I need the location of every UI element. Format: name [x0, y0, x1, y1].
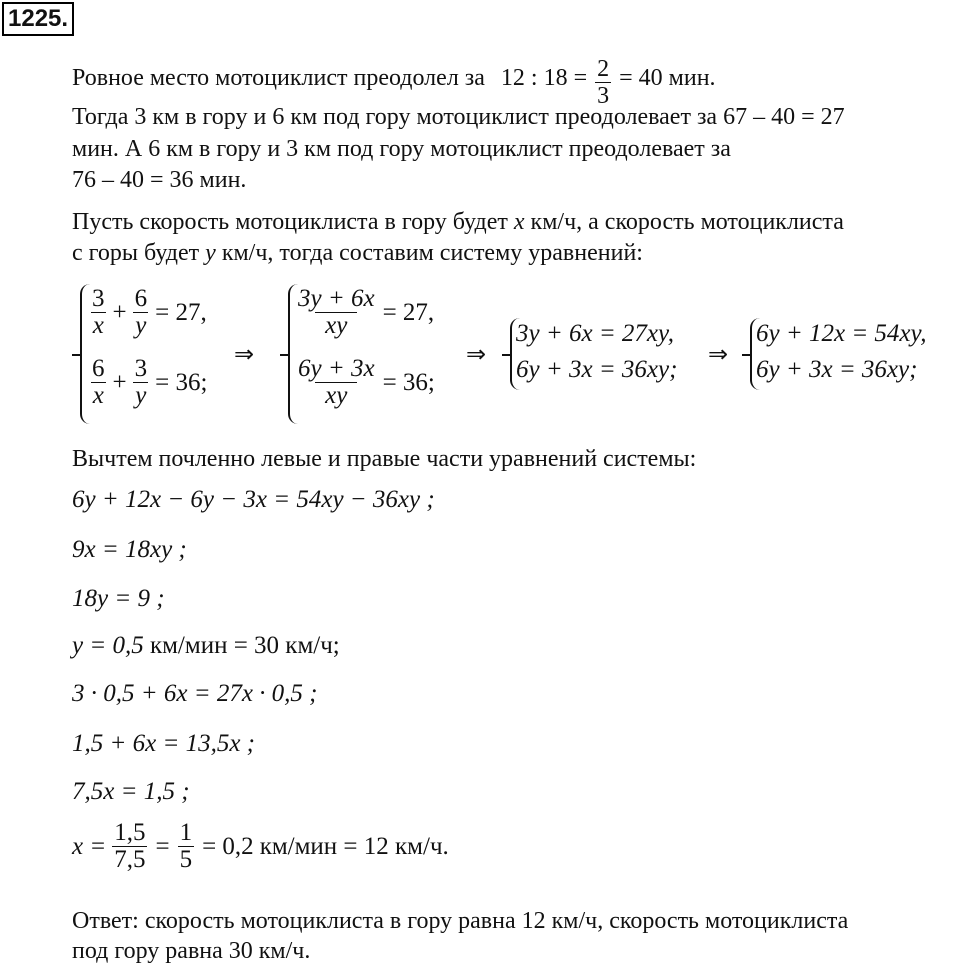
- let-text-d: км/ч, тогда составим систему уравнений:: [221, 240, 643, 266]
- s1-rhs-1: = 27,: [155, 298, 207, 326]
- s1-c-num: 6: [92, 355, 105, 382]
- system-1-eq-1: [88, 286, 207, 339]
- step-4: [72, 632, 340, 660]
- s1-plus-1: +: [112, 298, 127, 326]
- system-4-eq-1: 6y + 12x = 54xy,: [756, 320, 927, 347]
- s1-a-den: x: [92, 312, 104, 339]
- step-6: 1,5 + 6x = 13,5x ;: [72, 730, 256, 757]
- flat-road-tail: = 40 мин.: [619, 65, 716, 92]
- s1-b-num: 6: [134, 285, 148, 312]
- s2-e1-num: 3y + 6x: [298, 285, 375, 312]
- flat-road-text: Ровное место мотоциклист преодолел за: [72, 65, 485, 92]
- let-text-c: с горы будет: [72, 240, 200, 266]
- flat-road-fraction: [595, 56, 611, 109]
- paragraph-let-line-2: [72, 238, 643, 268]
- flat-road-frac-num: 2: [597, 56, 610, 82]
- paragraph-let-line-1: [72, 207, 844, 237]
- step-8-tail: км/мин = 12 км/ч.: [259, 832, 449, 860]
- system-4-eq-2: 6y + 3x = 36xy;: [756, 356, 918, 383]
- step-8-den-2: 5: [179, 846, 193, 873]
- s1-d-den: y: [135, 382, 147, 409]
- implies-arrow-3: ⇒: [708, 340, 729, 368]
- s2-e2-num: 6y + 3x: [298, 355, 375, 382]
- flat-road-expr: 12 : 18 =: [500, 65, 588, 92]
- step-8-num-1: 1,5: [114, 819, 146, 846]
- answer-line-1: Ответ: скорость мотоциклиста в гору равна 12 км/ч, скорость мотоциклиста: [72, 908, 849, 934]
- s2-e1-den: xy: [315, 312, 357, 339]
- s1-c-den: x: [92, 382, 104, 409]
- s1-d-num: 3: [134, 355, 148, 382]
- answer-line-2: под гору равна 30 км/ч.: [72, 938, 311, 964]
- s1-plus-2: +: [112, 368, 127, 396]
- implies-arrow-2: ⇒: [466, 340, 487, 368]
- step-8: [72, 820, 449, 873]
- s1-rhs-2: = 36;: [155, 368, 208, 396]
- paragraph-subtract: Вычтем почленно левые и правые части уравнений системы:: [72, 446, 697, 472]
- let-text-b: км/ч, а скорость мотоциклиста: [530, 209, 844, 235]
- system-3-eq-2: 6y + 3x = 36xy;: [516, 356, 678, 383]
- paragraph-flat-road: [72, 56, 716, 109]
- system-3-eq-1: 3y + 6x = 27xy,: [516, 320, 674, 347]
- step-5: 3 · 0,5 + 6x = 27x · 0,5 ;: [72, 680, 318, 707]
- s1-b-den: y: [135, 312, 147, 339]
- paragraph-line-2: мин. А 6 км в гору и 3 км под гору мотоциклист преодолевает за: [72, 136, 731, 162]
- step-7: 7,5x = 1,5 ;: [72, 778, 190, 805]
- let-text-a: Пусть скорость мотоциклиста в гору будет: [72, 209, 508, 235]
- step-1: 6y + 12x − 6y − 3x = 54xy − 36xy ;: [72, 486, 435, 513]
- system-2-eq-2: [294, 356, 435, 409]
- system-2-eq-1: [294, 286, 434, 339]
- problem-number: 1225.: [2, 2, 74, 36]
- paragraph-line-1: Тогда 3 км в гору и 6 км под гору мотоциклист преодолевает за 67 – 40 = 27: [72, 104, 845, 130]
- paragraph-line-3: 76 – 40 = 36 мин.: [72, 167, 247, 193]
- s2-rhs-2: = 36;: [382, 368, 435, 396]
- step-8-den-1: 7,5: [114, 846, 146, 873]
- step-4-eq: y = 0,5: [72, 632, 144, 659]
- step-4-tail: км/мин = 30 км/ч;: [149, 632, 340, 659]
- s2-e2-den: xy: [315, 382, 357, 409]
- s2-rhs-1: = 27,: [382, 298, 435, 326]
- step-8-tail-math: = 0,2: [202, 832, 254, 860]
- system-1-eq-2: [88, 356, 207, 409]
- implies-arrow-1: ⇒: [234, 340, 255, 368]
- step-3: 18y = 9 ;: [72, 585, 165, 612]
- s1-a-num: 3: [92, 285, 105, 312]
- var-y: y: [205, 240, 216, 266]
- step-8-lhs: x =: [72, 832, 107, 860]
- flat-road-frac-den: 3: [597, 83, 610, 109]
- step-8-eq: =: [155, 832, 170, 860]
- var-x: x: [513, 209, 525, 235]
- step-8-num-2: 1: [179, 819, 193, 846]
- step-2: 9x = 18xy ;: [72, 536, 187, 563]
